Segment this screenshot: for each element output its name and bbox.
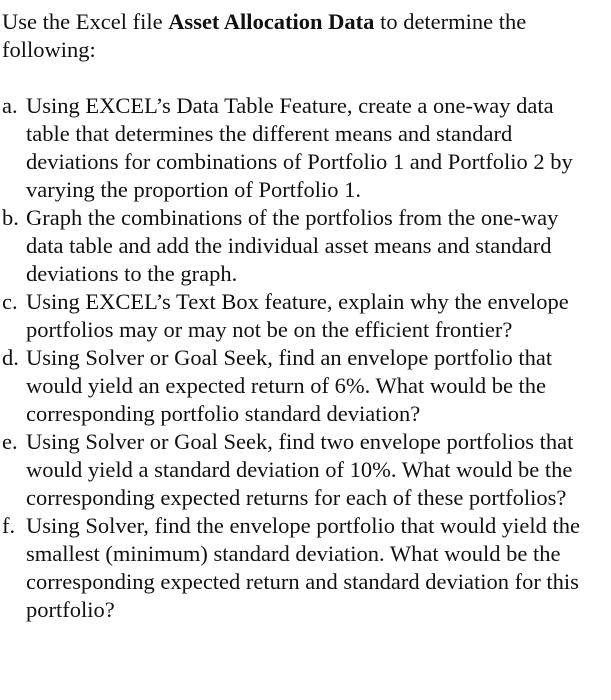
- item-letter: e.: [2, 429, 18, 454]
- question-item-f: [2, 512, 601, 624]
- item-letter: b.: [2, 205, 19, 230]
- item-letter: a.: [2, 93, 18, 118]
- question-item-e: [2, 428, 601, 512]
- file-name: Asset Allocation Data: [168, 9, 375, 34]
- item-letter: f.: [2, 513, 16, 538]
- question-item-c: [2, 288, 601, 344]
- item-letter: c.: [2, 289, 18, 314]
- intro-text-after: to determine the following:: [2, 9, 527, 62]
- item-text: Using Solver or Goal Seek, find two envelope portfolios that would yield a standard deviation of 10%. What would be the corresponding expected returns for each of these portfolios?: [26, 429, 574, 510]
- intro-paragraph: [2, 8, 601, 64]
- question-item-b: [2, 204, 601, 288]
- intro-text-before: Use the Excel file: [2, 9, 169, 34]
- question-item-a: [2, 92, 601, 204]
- question-item-d: [2, 344, 601, 428]
- item-text: Graph the combinations of the portfolios from the one-way data table and add the individual asset means and standard deviations to the graph.: [26, 205, 559, 286]
- item-text: Using EXCEL’s Data Table Feature, create a one-way data table that determines the different means and standard deviations for combinations of Portfolio 1 and Portfolio 2 by varying the proportion of Portfolio 1.: [26, 93, 573, 202]
- item-text: Using Solver or Goal Seek, find an envelope portfolio that would yield an expected return of 6%. What would be the corresponding portfolio standard deviation?: [26, 345, 553, 426]
- question-list: [2, 92, 601, 624]
- item-text: Using EXCEL’s Text Box feature, explain why the envelope portfolios may or may not be on the efficient frontier?: [26, 289, 569, 342]
- item-letter: d.: [2, 345, 19, 370]
- item-text: Using Solver, find the envelope portfolio that would yield the smallest (minimum) standard deviation. What would be the corresponding expected return and standard deviation for this portfolio?: [26, 513, 580, 622]
